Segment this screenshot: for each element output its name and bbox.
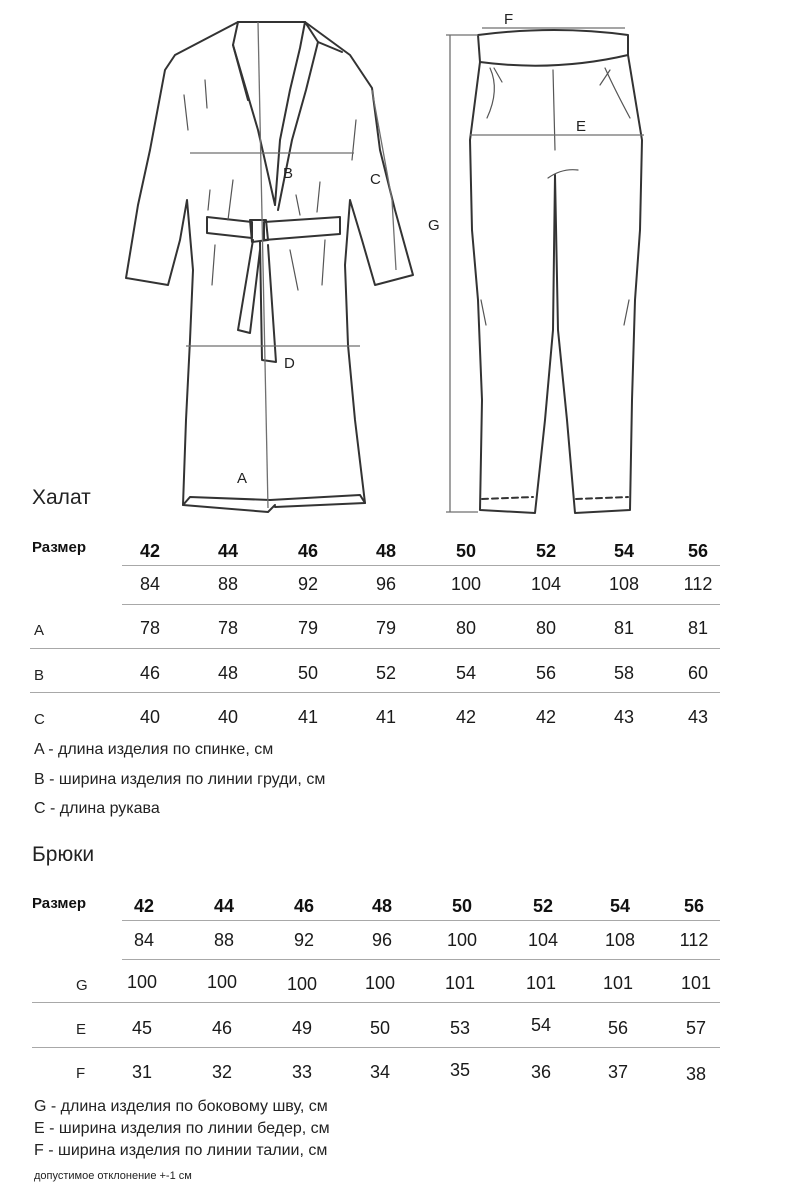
pants-row-label-f: F [76, 1065, 86, 1082]
dim-label-a: A [237, 470, 248, 487]
robe-cell: 78 [139, 618, 161, 638]
pants-cell: 54 [530, 1015, 552, 1035]
pants-cell: 50 [369, 1018, 391, 1038]
pants-size-cell: 54 [609, 896, 631, 916]
pants-legend-f: F - ширина изделия по линии талии, см [34, 1142, 328, 1159]
pants-cell: 100 [126, 972, 158, 992]
robe-cell: 54 [455, 663, 477, 683]
pants-table-rule [32, 1002, 720, 1003]
robe-size-cell: 56 [687, 541, 709, 561]
robe-size-cell: 44 [217, 541, 239, 561]
pants-cell: 46 [211, 1018, 233, 1038]
robe-size-cell: 42 [139, 541, 161, 561]
robe-size-cell: 54 [613, 541, 635, 561]
pants-size-cell: 48 [371, 896, 393, 916]
pants-cell: 101 [602, 973, 634, 993]
pants-legend-g: G - длина изделия по боковому шву, см [34, 1098, 328, 1115]
robe-table-rule [30, 692, 720, 693]
robe-cell: 78 [217, 618, 239, 638]
pants-cell: 34 [369, 1062, 391, 1082]
pants-cell: 36 [530, 1062, 552, 1082]
robe-size-cell: 52 [535, 541, 557, 561]
robe-cell: 52 [375, 663, 397, 683]
robe-alt-size-cell: 92 [297, 574, 319, 594]
pants-cell: 37 [607, 1062, 629, 1082]
robe-cell: 58 [613, 663, 635, 683]
robe-cell: 48 [217, 663, 239, 683]
robe-row-label-c: C [34, 711, 45, 728]
pants-cell: 38 [685, 1064, 707, 1084]
dim-label-c: C [370, 171, 381, 188]
pants-cell: 57 [685, 1018, 707, 1038]
robe-section-title: Халат [32, 486, 91, 509]
dim-label-g: G [428, 217, 440, 234]
tolerance-note: допустимое отклонение +-1 см [34, 1170, 192, 1182]
robe-cell: 41 [297, 707, 319, 727]
pants-alt-size-cell: 92 [293, 930, 315, 950]
pants-alt-size-cell: 96 [371, 930, 393, 950]
robe-alt-size-cell: 112 [683, 574, 713, 594]
pants-cell: 45 [131, 1018, 153, 1038]
robe-table-rule [30, 648, 720, 649]
robe-table-rule [122, 565, 720, 566]
pants-size-label: Размер [32, 895, 87, 912]
robe-legend-c: C - длина рукава [34, 800, 160, 817]
pants-alt-size-cell: 100 [446, 930, 478, 950]
robe-cell: 40 [139, 707, 161, 727]
dim-label-e: E [576, 118, 587, 135]
pants-cell: 101 [525, 973, 557, 993]
robe-row-label-b: B [34, 667, 45, 684]
robe-alt-size-cell: 100 [450, 574, 482, 594]
pants-cell: 56 [607, 1018, 629, 1038]
pants-size-cell: 50 [451, 896, 473, 916]
robe-legend-a: A - длина изделия по спинке, см [34, 741, 274, 758]
pants-illustration [0, 0, 800, 520]
pants-cell: 49 [291, 1018, 313, 1038]
pants-cell: 53 [449, 1018, 471, 1038]
dim-label-d: D [284, 355, 295, 372]
pants-cell: 31 [131, 1062, 153, 1082]
robe-cell: 60 [687, 663, 709, 683]
pants-alt-size-cell: 84 [133, 930, 155, 950]
robe-alt-size-cell: 108 [608, 574, 640, 594]
robe-size-cell: 48 [375, 541, 397, 561]
dim-label-f: F [504, 11, 514, 28]
pants-size-cell: 42 [133, 896, 155, 916]
pants-cell: 100 [206, 972, 238, 992]
pants-alt-size-cell: 88 [213, 930, 235, 950]
robe-cell: 43 [613, 707, 635, 727]
dim-label-b: B [283, 165, 294, 182]
robe-cell: 80 [455, 618, 477, 638]
pants-alt-size-cell: 108 [604, 930, 636, 950]
robe-cell: 80 [535, 618, 557, 638]
robe-cell: 46 [139, 663, 161, 683]
pants-table-rule [122, 920, 720, 921]
robe-cell: 42 [535, 707, 557, 727]
pants-row-label-g: G [76, 977, 88, 994]
pants-size-cell: 56 [683, 896, 705, 916]
pants-size-cell: 44 [213, 896, 235, 916]
pants-alt-size-cell: 104 [527, 930, 559, 950]
robe-alt-size-cell: 88 [217, 574, 239, 594]
pants-cell: 101 [444, 973, 476, 993]
robe-size-cell: 46 [297, 541, 319, 561]
robe-cell: 81 [687, 618, 709, 638]
robe-size-label: Размер [32, 539, 87, 556]
robe-cell: 79 [297, 618, 319, 638]
pants-table-rule [122, 959, 720, 960]
robe-cell: 50 [297, 663, 319, 683]
pants-cell: 101 [680, 973, 712, 993]
pants-cell: 35 [449, 1060, 471, 1080]
pants-legend-e: E - ширина изделия по линии бедер, см [34, 1120, 330, 1137]
robe-cell: 40 [217, 707, 239, 727]
pants-section-title: Брюки [32, 843, 95, 866]
robe-cell: 56 [535, 663, 557, 683]
pants-row-label-e: E [76, 1021, 87, 1038]
pants-size-cell: 52 [532, 896, 554, 916]
pants-table-rule [32, 1047, 720, 1048]
robe-size-cell: 50 [455, 541, 477, 561]
robe-cell: 79 [375, 618, 397, 638]
pants-alt-size-cell: 112 [679, 930, 709, 950]
robe-cell: 42 [455, 707, 477, 727]
robe-table-rule [122, 604, 720, 605]
pants-size-cell: 46 [293, 896, 315, 916]
pants-cell: 32 [211, 1062, 233, 1082]
robe-cell: 81 [613, 618, 635, 638]
pants-cell: 33 [291, 1062, 313, 1082]
robe-cell: 41 [375, 707, 397, 727]
robe-alt-size-cell: 104 [530, 574, 562, 594]
robe-alt-size-cell: 84 [139, 574, 161, 594]
robe-alt-size-cell: 96 [375, 574, 397, 594]
pants-cell: 100 [286, 974, 318, 994]
robe-row-label-a: A [34, 622, 45, 639]
pants-cell: 100 [364, 973, 396, 993]
robe-legend-b: B - ширина изделия по линии груди, см [34, 771, 326, 788]
robe-cell: 43 [687, 707, 709, 727]
